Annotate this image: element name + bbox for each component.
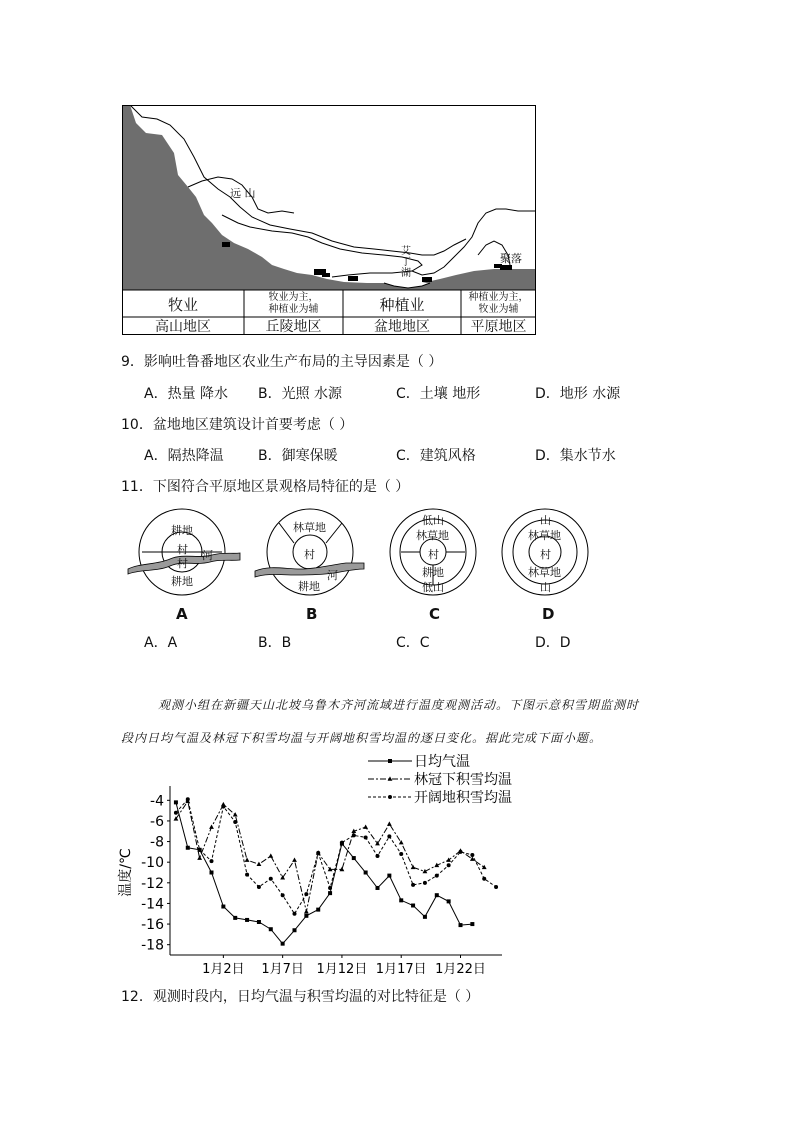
data-point bbox=[269, 877, 273, 881]
legend-marker bbox=[388, 759, 392, 763]
panel-b-label: 村 bbox=[304, 548, 315, 561]
data-point bbox=[399, 852, 403, 856]
data-point bbox=[435, 893, 439, 897]
panel-letter-a: A bbox=[176, 605, 188, 623]
series-line-0 bbox=[176, 802, 473, 943]
temperature-chart-svg bbox=[110, 752, 540, 984]
panel-a-label: 耕地 bbox=[171, 575, 193, 588]
data-point bbox=[293, 928, 297, 932]
lake-label-char: 湖 bbox=[401, 268, 411, 279]
intro-line-1: 观测小组在新疆天山北坡乌鲁木齐河流域进行温度观测活动。下图示意积雪期监测时 bbox=[158, 698, 640, 712]
data-point bbox=[210, 859, 214, 863]
option-9d[interactable]: D．地形 水源 bbox=[535, 386, 621, 402]
data-point bbox=[364, 871, 368, 875]
y-tick-label: -16 bbox=[141, 917, 164, 934]
building bbox=[322, 273, 330, 277]
panel-letter-d: D bbox=[542, 605, 555, 623]
option-10b[interactable]: B．御寒保暖 bbox=[258, 448, 338, 464]
data-point bbox=[210, 871, 214, 875]
building bbox=[422, 277, 432, 282]
data-point bbox=[423, 915, 427, 919]
data-point bbox=[257, 862, 262, 866]
region-cell: 高山地区 bbox=[155, 319, 211, 335]
option-11a[interactable]: A．A bbox=[144, 635, 178, 651]
building bbox=[348, 276, 358, 281]
data-point bbox=[399, 898, 403, 902]
data-point bbox=[245, 858, 250, 862]
y-tick-label: -18 bbox=[141, 937, 164, 954]
question-10-stem: 10．盆地地区建筑设计首要考虑（ ） bbox=[121, 417, 354, 433]
panel-c-label: 低山 bbox=[422, 581, 444, 594]
data-point bbox=[268, 853, 273, 857]
y-tick-label: -6 bbox=[150, 813, 164, 830]
data-point bbox=[459, 850, 463, 854]
landscape-figure bbox=[122, 105, 536, 335]
option-11d[interactable]: D．D bbox=[535, 635, 571, 651]
panel-b-label: 河 bbox=[327, 569, 338, 582]
legend-label: 林冠下积雪均温 bbox=[414, 772, 512, 788]
far-mountain-label: 远 山 bbox=[230, 187, 256, 200]
data-point bbox=[435, 874, 439, 878]
region-cell: 丘陵地区 bbox=[265, 319, 322, 335]
panel-letter-c: C bbox=[429, 605, 441, 623]
option-10c[interactable]: C．建筑风格 bbox=[396, 448, 476, 464]
question-11-stem: 11．下图符合平原地区景观格局特征的是（ ） bbox=[121, 479, 410, 495]
option-10d[interactable]: D．集水节水 bbox=[535, 448, 616, 464]
data-point bbox=[198, 848, 202, 852]
region-cell: 盆地地区 bbox=[374, 319, 430, 335]
lake-label bbox=[400, 246, 412, 279]
data-point bbox=[186, 846, 190, 850]
data-point bbox=[387, 834, 391, 838]
panel-c-label: 村 bbox=[428, 548, 439, 561]
panel-d-label: 林草地 bbox=[528, 529, 561, 542]
data-point bbox=[340, 841, 344, 845]
data-point bbox=[482, 865, 487, 869]
data-point bbox=[316, 851, 320, 855]
lake-label-char: 艾 bbox=[401, 246, 411, 257]
data-point bbox=[197, 855, 202, 859]
data-point bbox=[293, 912, 297, 916]
data-point bbox=[281, 942, 285, 946]
data-point bbox=[470, 853, 474, 857]
data-point bbox=[482, 877, 486, 881]
panel-a-label: 耕地 bbox=[171, 524, 193, 537]
data-point bbox=[281, 893, 285, 897]
y-tick-label: -10 bbox=[141, 855, 164, 872]
x-tick-label: 1月2日 bbox=[202, 962, 245, 977]
data-point bbox=[423, 881, 427, 885]
data-point bbox=[459, 923, 463, 927]
data-point bbox=[174, 811, 178, 815]
use-cell: 种植业 bbox=[379, 295, 425, 314]
x-tick-label: 1月7日 bbox=[261, 962, 304, 977]
panel-c-label: 耕地 bbox=[422, 566, 444, 579]
data-point bbox=[447, 899, 451, 903]
option-9c[interactable]: C．土壤 地形 bbox=[396, 386, 481, 402]
y-axis-label: 温度/℃ bbox=[118, 848, 134, 897]
data-point bbox=[209, 825, 214, 829]
panel-d-label: 山 bbox=[540, 514, 551, 527]
y-tick-label: -12 bbox=[141, 875, 164, 892]
option-11c[interactable]: C．C bbox=[396, 635, 430, 651]
data-point bbox=[376, 854, 380, 858]
data-point bbox=[411, 883, 415, 887]
data-point bbox=[494, 885, 498, 889]
y-tick-label: -14 bbox=[141, 896, 164, 913]
data-point bbox=[174, 800, 178, 804]
data-point bbox=[186, 797, 190, 801]
data-point bbox=[245, 873, 249, 877]
data-point bbox=[221, 805, 225, 809]
data-point bbox=[245, 918, 249, 922]
temperature-chart bbox=[110, 752, 540, 984]
data-point bbox=[411, 904, 415, 908]
data-point bbox=[411, 865, 416, 869]
data-point bbox=[233, 812, 238, 816]
panel-letter-b: B bbox=[306, 605, 318, 623]
data-point bbox=[221, 905, 225, 909]
data-point bbox=[269, 927, 273, 931]
data-point bbox=[304, 909, 309, 913]
series-line-2 bbox=[176, 799, 496, 914]
landscape-pattern-figure bbox=[120, 505, 600, 630]
data-point bbox=[364, 835, 368, 839]
legend-label: 开阔地积雪均温 bbox=[414, 790, 512, 806]
option-11b[interactable]: B．B bbox=[258, 635, 292, 651]
data-point bbox=[387, 874, 391, 878]
panel-a-label: 村 bbox=[177, 557, 188, 570]
x-tick-label: 1月17日 bbox=[375, 962, 427, 977]
panel-b-label: 林草地 bbox=[293, 521, 326, 534]
data-point bbox=[233, 916, 237, 920]
x-tick-label: 1月22日 bbox=[435, 962, 486, 977]
data-point bbox=[316, 908, 320, 912]
data-point bbox=[363, 825, 368, 829]
panel-d-label: 山 bbox=[540, 581, 551, 594]
panel-d-label: 林草地 bbox=[528, 566, 561, 579]
y-tick-label: -8 bbox=[150, 834, 164, 851]
data-point bbox=[352, 833, 356, 837]
data-point bbox=[376, 886, 380, 890]
data-point bbox=[352, 856, 356, 860]
panel-c-label: 低山 bbox=[422, 514, 444, 527]
data-point bbox=[304, 914, 308, 918]
question-9-stem: 9．影响吐鲁番地区农业生产布局的主导因素是（ ） bbox=[121, 354, 443, 370]
terrain-mass bbox=[122, 105, 536, 290]
option-9b[interactable]: B．光照 水源 bbox=[258, 386, 343, 402]
data-point bbox=[328, 891, 332, 895]
question-12-stem: 12．观测时段内，日均气温与积雪均温的对比特征是（ ） bbox=[121, 989, 480, 1005]
region-cell: 平原地区 bbox=[470, 319, 527, 335]
y-tick-label: -4 bbox=[150, 793, 164, 810]
panel-a-label: 村 bbox=[177, 543, 188, 556]
legend-label: 日均气温 bbox=[414, 754, 470, 770]
use-cell: 种植业为主， 牧业为辅 bbox=[468, 292, 529, 315]
data-point bbox=[304, 892, 308, 896]
panel-b-label: 耕地 bbox=[298, 580, 320, 593]
use-cell: 牧业为主， 种植业为辅 bbox=[268, 292, 319, 315]
data-point bbox=[257, 920, 261, 924]
x-tick-label: 1月12日 bbox=[316, 962, 368, 977]
data-point bbox=[292, 858, 297, 862]
lake-label-char: 丁 bbox=[401, 257, 411, 268]
data-point bbox=[233, 820, 237, 824]
data-point bbox=[328, 886, 332, 890]
use-cell: 牧业 bbox=[167, 295, 198, 314]
legend-marker bbox=[388, 795, 392, 799]
option-10a[interactable]: A．隔热降温 bbox=[144, 448, 224, 464]
panel-a-label: 河 bbox=[202, 549, 213, 562]
option-9a[interactable]: A．热量 降水 bbox=[144, 386, 229, 402]
data-point bbox=[447, 863, 451, 867]
data-point bbox=[470, 922, 474, 926]
intro-line-2: 段内日均气温及林冠下积雪均温与开阔地积雪均温的逐日变化。据此完成下面小题。 bbox=[121, 731, 603, 745]
panel-c-label: 林草地 bbox=[416, 529, 449, 542]
data-point bbox=[387, 821, 392, 825]
data-point bbox=[257, 885, 261, 889]
panel-d-label: 村 bbox=[540, 548, 551, 561]
settlement-label: 聚落 bbox=[500, 252, 522, 265]
building bbox=[222, 242, 230, 247]
